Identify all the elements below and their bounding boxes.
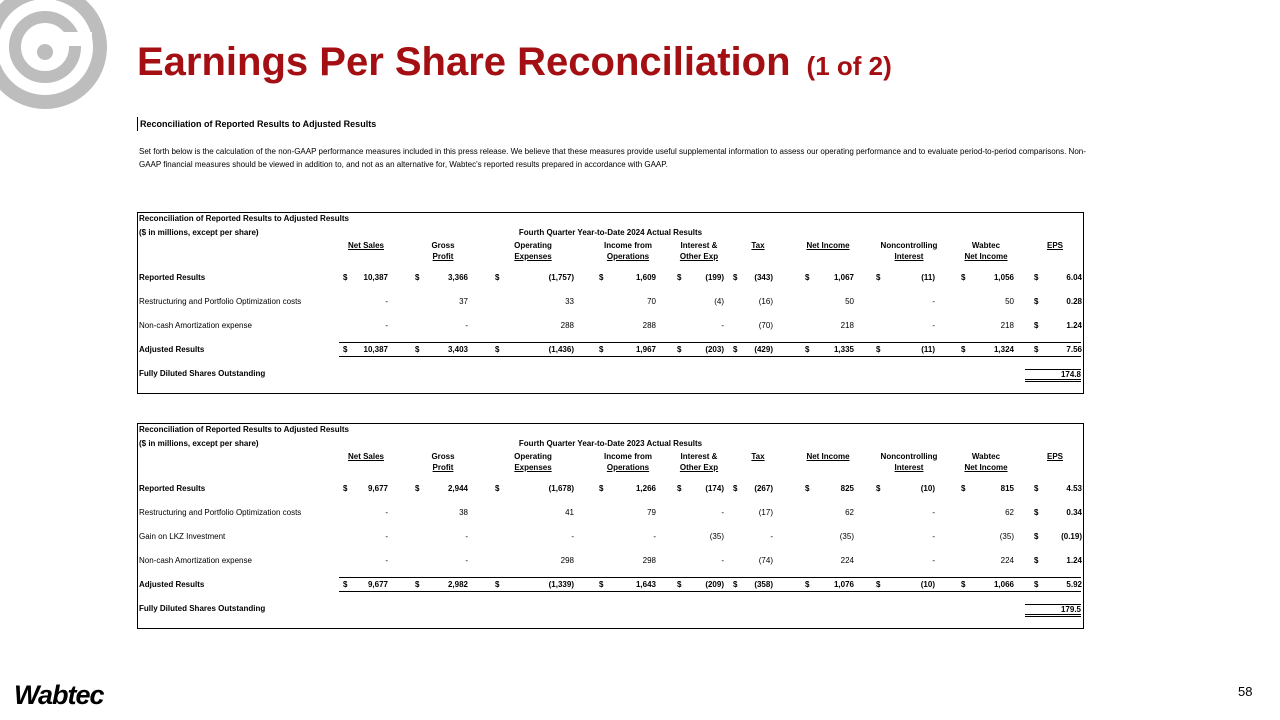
row-label: Restructuring and Portfolio Optimization costs — [139, 508, 302, 517]
cell-value: 825 — [840, 484, 854, 493]
dollar-sign: $ — [876, 345, 881, 354]
cell-value: (11) — [921, 345, 935, 354]
cell-value: 224 — [840, 556, 854, 565]
column-header — [418, 240, 468, 262]
cell-value: (35) — [999, 532, 1014, 541]
title-main: Earnings Per Share Reconciliation — [137, 40, 791, 84]
column-header-line2: Net Income — [806, 241, 850, 250]
column-headers — [138, 450, 1083, 476]
column-header — [956, 451, 1016, 473]
cell-value: 62 — [845, 508, 854, 517]
cell-value: (10) — [920, 580, 935, 589]
dollar-sign: $ — [1034, 508, 1039, 517]
column-header-line1: Wabtec — [971, 241, 1001, 250]
cell-value: 38 — [459, 508, 468, 517]
shares-value: 174.8 — [1025, 369, 1081, 382]
cell-value: 288 — [642, 321, 656, 330]
cell-value: - — [932, 321, 935, 330]
column-header-line1: Wabtec — [971, 452, 1001, 461]
cell-value: (17) — [758, 508, 773, 517]
page-title — [137, 40, 892, 85]
table-row — [138, 313, 1083, 337]
cell-value: (10) — [920, 484, 935, 493]
table-title: Reconciliation of Reported Results to Adjusted Results — [139, 425, 349, 434]
dollar-sign: $ — [1034, 273, 1039, 282]
dollar-sign: $ — [1034, 345, 1039, 354]
cell-value: 298 — [642, 556, 656, 565]
cell-value: - — [385, 556, 388, 565]
column-header-line1: Interest & — [680, 241, 718, 250]
cell-value: 1,056 — [993, 273, 1014, 282]
cell-value: 50 — [1005, 297, 1014, 306]
dollar-sign: $ — [415, 484, 420, 493]
cell-value: (1,339) — [548, 580, 574, 589]
column-header — [798, 451, 858, 462]
dollar-sign: $ — [415, 345, 420, 354]
column-header — [956, 240, 1016, 262]
cell-value: 2,982 — [447, 580, 468, 589]
cell-value: 70 — [647, 297, 656, 306]
column-header-line1: Income from — [603, 452, 652, 461]
column-header-line2: Expenses — [514, 252, 552, 261]
cell-value: (35) — [709, 532, 724, 541]
column-header — [743, 451, 773, 462]
column-header-line2: EPS — [1046, 452, 1063, 461]
column-header-line2: Net Sales — [347, 452, 385, 461]
dollar-sign: $ — [343, 273, 348, 282]
cell-value: - — [385, 297, 388, 306]
cell-value: 1,324 — [993, 345, 1014, 354]
cell-value: - — [932, 532, 935, 541]
table-row — [138, 524, 1083, 548]
row-label: Non-cash Amortization expense — [139, 556, 252, 565]
column-header-line2: Other Exp — [679, 463, 719, 472]
cell-value: 6.04 — [1066, 273, 1082, 282]
cell-value: - — [932, 297, 935, 306]
column-header-line2: Tax — [751, 241, 765, 250]
cell-value: - — [465, 321, 468, 330]
column-header-line2: Net Income — [964, 463, 1008, 472]
dollar-sign: $ — [876, 273, 881, 282]
column-header — [503, 451, 563, 473]
dollar-sign: $ — [495, 484, 500, 493]
table-row — [138, 548, 1083, 572]
cell-value: (70) — [758, 321, 773, 330]
adjusted-results-row — [138, 572, 1083, 596]
table-units: ($ in millions, except per share) — [139, 439, 259, 448]
cell-value: (1,678) — [548, 484, 574, 493]
cell-value: (429) — [754, 345, 773, 354]
dollar-sign: $ — [495, 345, 500, 354]
cell-value: 1.24 — [1066, 556, 1082, 565]
table-bottom-padding — [138, 620, 1083, 628]
cell-value: 815 — [1000, 484, 1014, 493]
cell-value: 37 — [459, 297, 468, 306]
table-row — [138, 476, 1083, 500]
adjusted-results-row — [138, 337, 1083, 361]
cell-value: (174) — [705, 484, 724, 493]
column-header — [743, 240, 773, 251]
cell-value: - — [721, 556, 724, 565]
column-header — [418, 451, 468, 473]
cell-value: 3,403 — [447, 345, 468, 354]
table-period: Fourth Quarter Year-to-Date 2023 Actual Results — [518, 439, 703, 448]
cell-value: 10,387 — [363, 345, 388, 354]
dollar-sign: $ — [343, 345, 348, 354]
dollar-sign: $ — [805, 484, 810, 493]
column-header-line2: Profit — [432, 252, 454, 261]
column-header — [338, 451, 394, 462]
dollar-sign: $ — [677, 273, 682, 282]
dollar-sign: $ — [961, 273, 966, 282]
dollar-sign: $ — [677, 484, 682, 493]
table-title: Reconciliation of Reported Results to Adjusted Results — [139, 214, 349, 223]
dollar-sign: $ — [343, 580, 348, 589]
cell-value: 79 — [647, 508, 656, 517]
cell-value: (358) — [754, 580, 773, 589]
dollar-sign: $ — [1034, 556, 1039, 565]
column-header — [596, 240, 660, 262]
column-headers — [138, 239, 1083, 265]
cell-value: 288 — [560, 321, 574, 330]
cell-value: - — [385, 532, 388, 541]
table-bottom-padding — [138, 385, 1083, 393]
cell-value: 1,067 — [833, 273, 854, 282]
cell-value: - — [721, 321, 724, 330]
cell-value: - — [932, 556, 935, 565]
column-header-line1: Operating — [514, 452, 552, 461]
row-label: Adjusted Results — [139, 580, 205, 589]
cell-value: 1,066 — [993, 580, 1014, 589]
dollar-sign: $ — [733, 273, 738, 282]
cell-value: 33 — [565, 297, 574, 306]
table-row — [138, 289, 1083, 313]
cell-value: 1.24 — [1066, 321, 1082, 330]
column-header — [673, 240, 725, 262]
intro-paragraph: Set forth below is the calculation of the non-GAAP performance measures included in this press release. We believe that these measures provide useful supplemental information to assess our operating performance and to evaluate period-to-period comparisons. Non-GAAP financial measures should be viewed in addition to, and not as an alternative for, Wabtec's reported results prepared in accordance with GAAP. — [139, 147, 1086, 169]
dollar-sign: $ — [599, 273, 604, 282]
cell-value: 5.92 — [1066, 580, 1082, 589]
dollar-sign: $ — [495, 580, 500, 589]
cell-value: - — [571, 532, 574, 541]
cell-value: 62 — [1005, 508, 1014, 517]
cell-value: 2,944 — [447, 484, 468, 493]
cell-value: (1,436) — [548, 345, 574, 354]
cell-value: 4.53 — [1066, 484, 1082, 493]
dollar-sign: $ — [876, 580, 881, 589]
dollar-sign: $ — [599, 580, 604, 589]
dollar-sign: $ — [805, 345, 810, 354]
column-header-line2: Interest — [894, 252, 924, 261]
cell-value: 3,366 — [447, 273, 468, 282]
column-header-line1: Interest & — [680, 452, 718, 461]
page-number: 58 — [1238, 684, 1253, 699]
cell-value: (267) — [754, 484, 773, 493]
column-header-line2: Interest — [894, 463, 924, 472]
cell-value: (35) — [839, 532, 854, 541]
column-header-line2: Expenses — [514, 463, 552, 472]
cell-value: 224 — [1000, 556, 1014, 565]
cell-value: (4) — [714, 297, 724, 306]
column-header — [1038, 240, 1072, 251]
dollar-sign: $ — [1034, 580, 1039, 589]
cell-value: 218 — [1000, 321, 1014, 330]
row-label: Gain on LKZ Investment — [139, 532, 226, 541]
cell-value: (16) — [758, 297, 773, 306]
column-header-line1: Operating — [514, 241, 552, 250]
column-header — [673, 451, 725, 473]
dollar-sign: $ — [961, 345, 966, 354]
table-units: ($ in millions, except per share) — [139, 228, 259, 237]
intro-heading: Reconciliation of Reported Results to Adjusted Results — [137, 117, 376, 131]
cell-value: (203) — [705, 345, 724, 354]
dollar-sign: $ — [1034, 297, 1039, 306]
dollar-sign: $ — [1034, 321, 1039, 330]
cell-value: 0.34 — [1066, 508, 1082, 517]
row-label: Reported Results — [139, 273, 206, 282]
row-label: Non-cash Amortization expense — [139, 321, 252, 330]
column-header-line2: EPS — [1046, 241, 1063, 250]
cell-value: - — [653, 532, 656, 541]
column-header-line2: Net Income — [806, 452, 850, 461]
dollar-sign: $ — [805, 273, 810, 282]
shares-outstanding-row — [138, 596, 1083, 620]
column-header-line2: Net Income — [964, 252, 1008, 261]
cell-value: (74) — [758, 556, 773, 565]
dollar-sign: $ — [733, 484, 738, 493]
cell-value: - — [385, 321, 388, 330]
dollar-sign: $ — [733, 345, 738, 354]
table-period: Fourth Quarter Year-to-Date 2024 Actual Results — [518, 228, 703, 237]
dollar-sign: $ — [961, 580, 966, 589]
cell-value: 7.56 — [1066, 345, 1082, 354]
shares-label: Fully Diluted Shares Outstanding — [139, 604, 266, 613]
cell-value: 1,643 — [635, 580, 656, 589]
cell-value: 1,266 — [635, 484, 656, 493]
cell-value: - — [385, 508, 388, 517]
dollar-sign: $ — [599, 484, 604, 493]
dollar-sign: $ — [876, 484, 881, 493]
row-label: Adjusted Results — [139, 345, 205, 354]
column-header-line1: Income from — [603, 241, 652, 250]
column-header-line2: Operations — [606, 463, 650, 472]
cell-value: - — [721, 508, 724, 517]
dollar-sign: $ — [495, 273, 500, 282]
column-header — [868, 240, 950, 262]
dollar-sign: $ — [733, 580, 738, 589]
column-header — [1038, 451, 1072, 462]
cell-value: (199) — [705, 273, 724, 282]
dollar-sign: $ — [961, 484, 966, 493]
wabtec-emblem-icon — [0, 0, 110, 122]
cell-value: (0.19) — [1061, 532, 1082, 541]
cell-value: - — [770, 532, 773, 541]
shares-outstanding-row — [138, 361, 1083, 385]
column-header-line1: Gross — [431, 452, 455, 461]
cell-value: (11) — [921, 273, 935, 282]
cell-value: 218 — [840, 321, 854, 330]
dollar-sign: $ — [415, 580, 420, 589]
cell-value: - — [932, 508, 935, 517]
dollar-sign: $ — [343, 484, 348, 493]
column-header-line2: Net Sales — [347, 241, 385, 250]
dollar-sign: $ — [1034, 532, 1039, 541]
column-header — [338, 240, 394, 251]
cell-value: 10,387 — [363, 273, 388, 282]
cell-value: 50 — [845, 297, 854, 306]
title-subtitle: (1 of 2) — [806, 51, 892, 81]
cell-value: 0.28 — [1066, 297, 1082, 306]
wabtec-logo: Wabtec — [14, 680, 104, 710]
cell-value: 41 — [565, 508, 574, 517]
cell-value: (343) — [754, 273, 773, 282]
row-label: Reported Results — [139, 484, 206, 493]
shares-label: Fully Diluted Shares Outstanding — [139, 369, 266, 378]
dollar-sign: $ — [415, 273, 420, 282]
cell-value: 1,335 — [833, 345, 854, 354]
column-header-line1: Noncontrolling — [880, 241, 938, 250]
dollar-sign: $ — [677, 345, 682, 354]
cell-value: 1,609 — [635, 273, 656, 282]
dollar-sign: $ — [805, 580, 810, 589]
shares-value: 179.5 — [1025, 604, 1081, 617]
column-header — [868, 451, 950, 473]
cell-value: (209) — [705, 580, 724, 589]
column-header — [503, 240, 563, 262]
reconciliation-table-2024 — [137, 212, 1084, 394]
column-header — [596, 451, 660, 473]
table-row — [138, 500, 1083, 524]
cell-value: 9,677 — [367, 484, 388, 493]
dollar-sign: $ — [677, 580, 682, 589]
cell-value: 9,677 — [367, 580, 388, 589]
reconciliation-table-2023 — [137, 423, 1084, 629]
column-header-line2: Other Exp — [679, 252, 719, 261]
column-header-line2: Operations — [606, 252, 650, 261]
column-header — [798, 240, 858, 251]
cell-value: 1,967 — [635, 345, 656, 354]
column-header-line2: Profit — [432, 463, 454, 472]
column-header-line1: Gross — [431, 241, 455, 250]
dollar-sign: $ — [599, 345, 604, 354]
row-label: Restructuring and Portfolio Optimization costs — [139, 297, 302, 306]
cell-value: (1,757) — [548, 273, 574, 282]
cell-value: 1,076 — [833, 580, 854, 589]
column-header-line1: Noncontrolling — [880, 452, 938, 461]
column-header-line2: Tax — [751, 452, 765, 461]
cell-value: - — [465, 532, 468, 541]
cell-value: - — [465, 556, 468, 565]
cell-value: 298 — [560, 556, 574, 565]
dollar-sign: $ — [1034, 484, 1039, 493]
table-row — [138, 265, 1083, 289]
